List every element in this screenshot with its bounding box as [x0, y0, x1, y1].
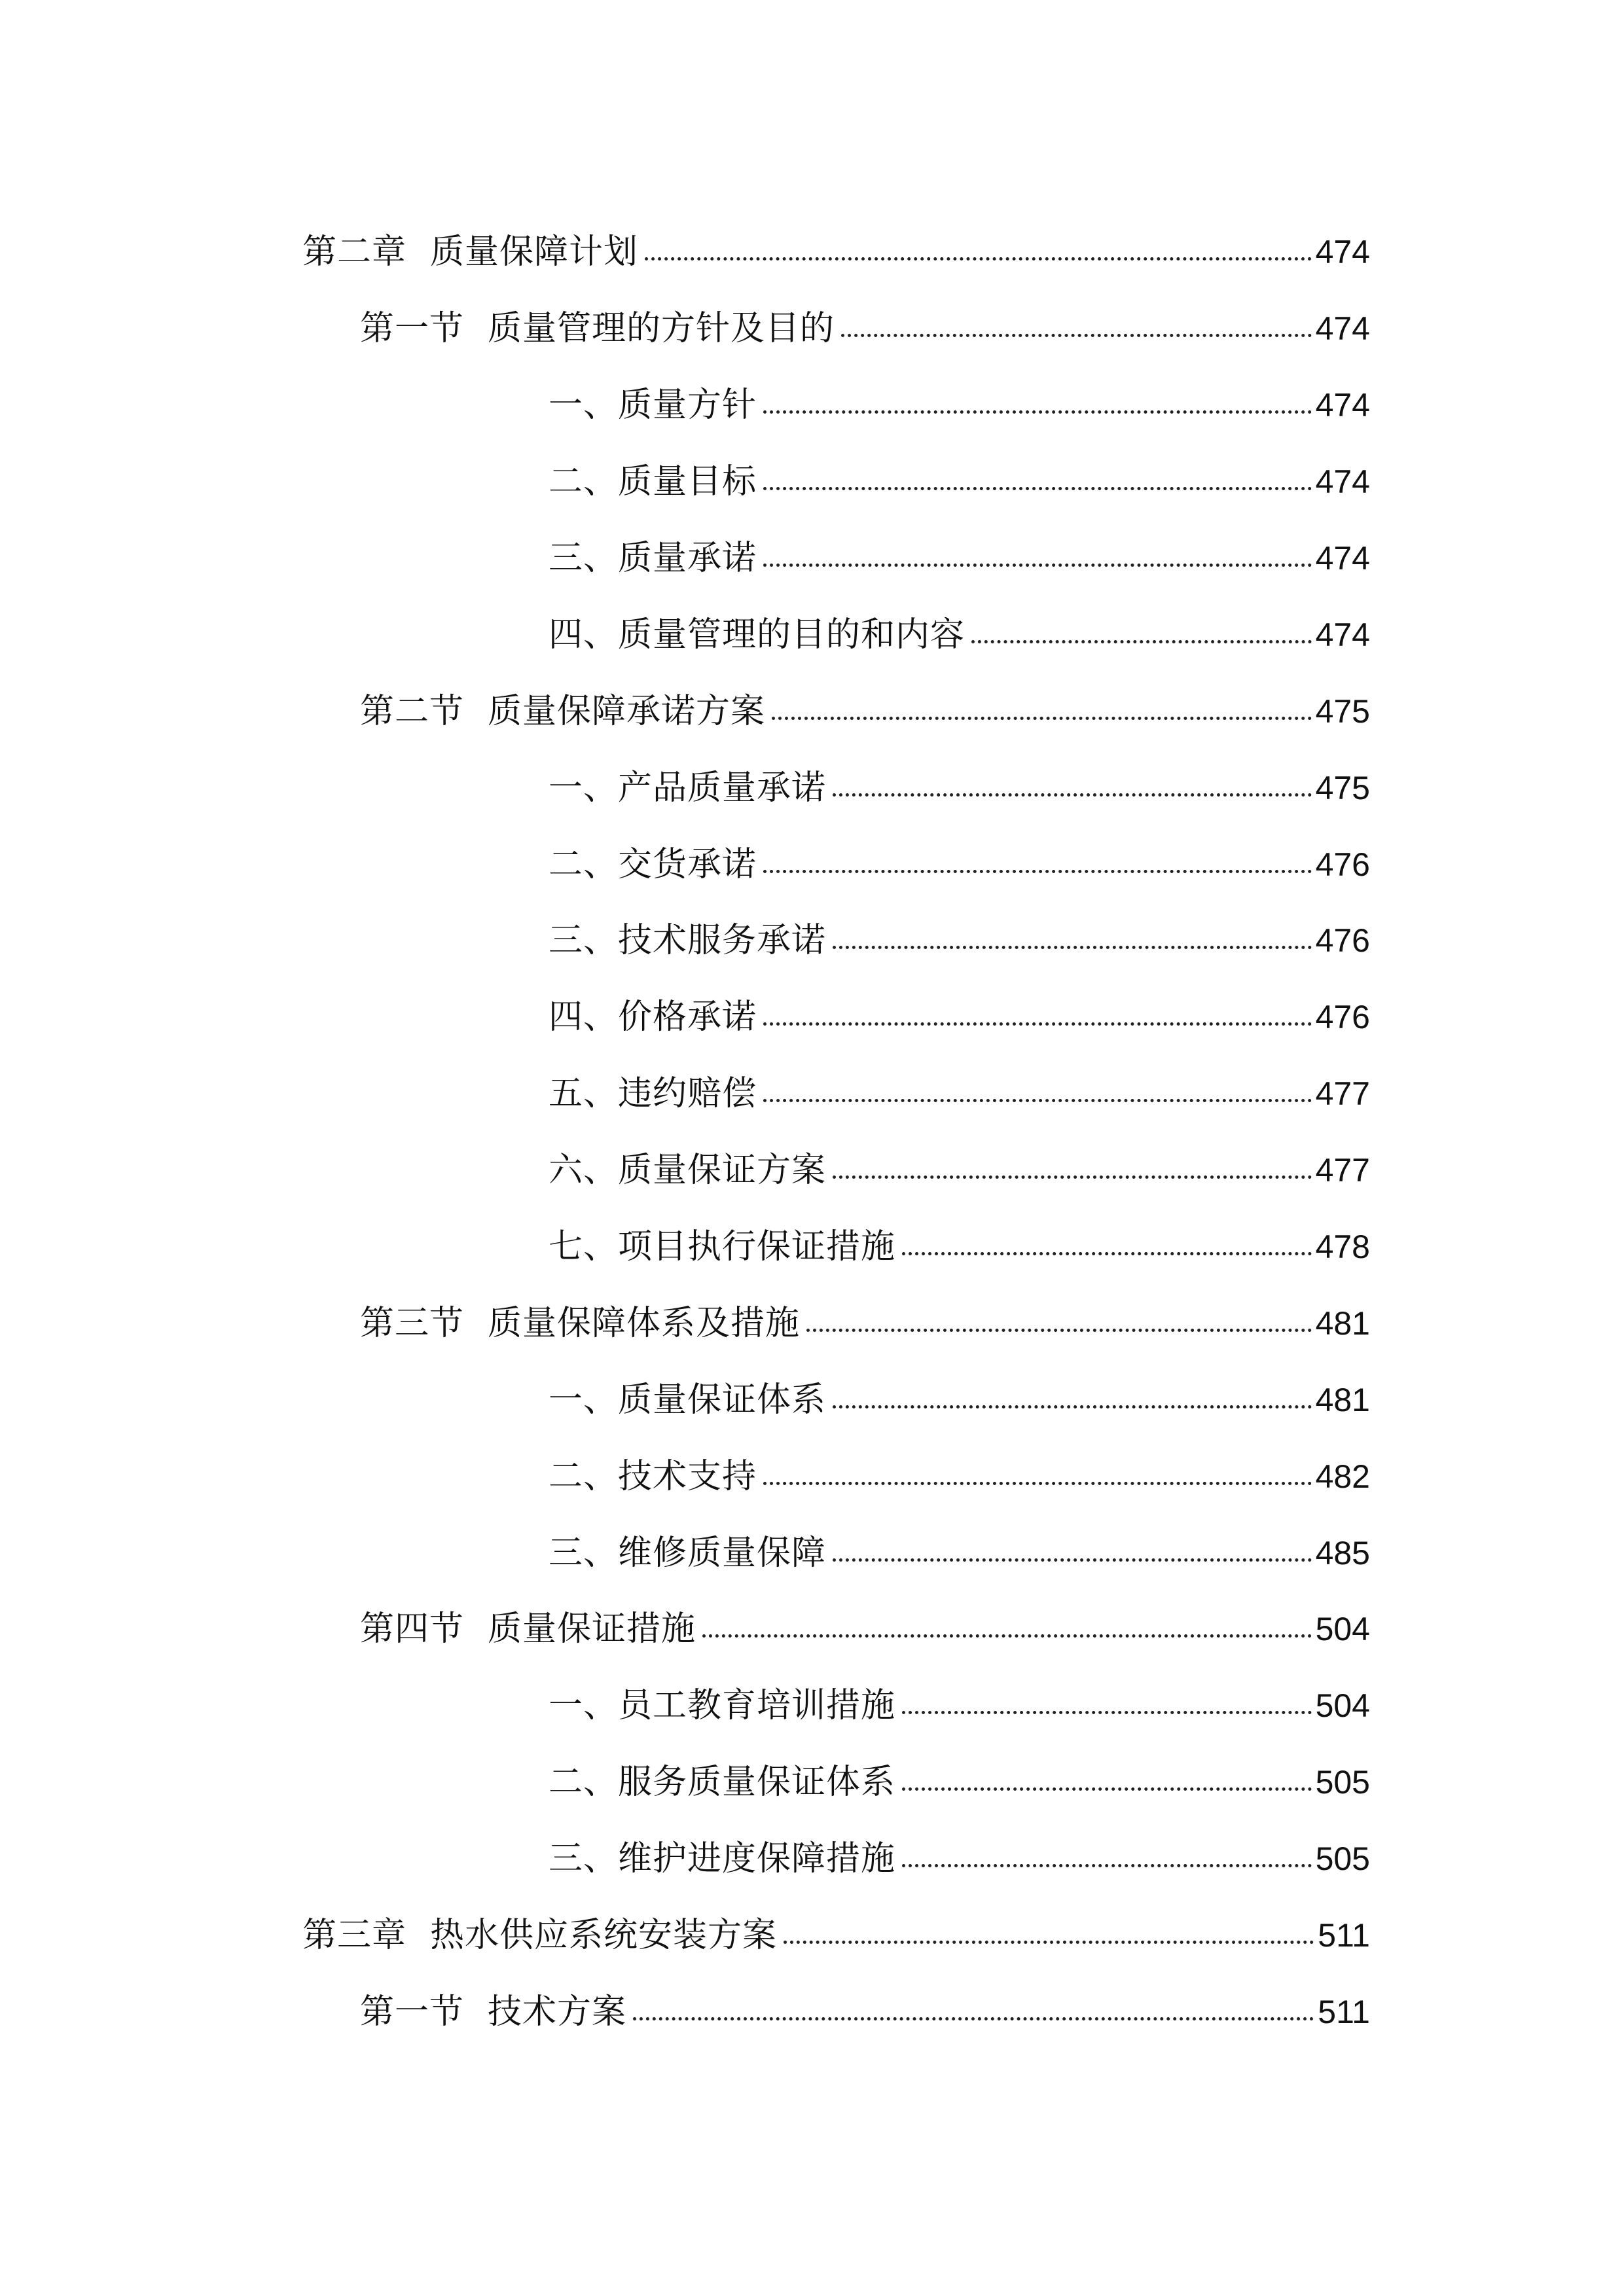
toc-entry-title [360, 1609, 696, 1649]
dot-leader [833, 1405, 1312, 1408]
toc-entry-text: 热水供应系统安装方案 [430, 1916, 778, 1956]
dot-leader [833, 1558, 1312, 1562]
toc-entry[interactable] [0, 1132, 1624, 1209]
toc-page-number: 478 [1315, 1229, 1370, 1266]
toc-entry-text: 七、项目执行保证措施 [549, 1227, 896, 1267]
toc-entry[interactable] [0, 1821, 1624, 1897]
toc-page-number: 475 [1315, 692, 1370, 730]
toc-page-number: 505 [1315, 1764, 1370, 1801]
toc-entry[interactable] [0, 1438, 1624, 1515]
toc-page-number: 477 [1315, 1152, 1370, 1189]
toc-entry[interactable] [0, 1515, 1624, 1591]
toc-entry-text: 二、服务质量保证体系 [549, 1763, 896, 1803]
toc-entry[interactable] [0, 1361, 1624, 1438]
toc-entry-text: 三、质量承诺 [549, 539, 757, 578]
toc-entry[interactable] [0, 444, 1624, 520]
toc-page-number: 474 [1315, 616, 1370, 653]
toc-page-number: 511 [1318, 1993, 1370, 2030]
toc-entry-text: 六、质量保证方案 [549, 1151, 827, 1191]
toc-entry-text: 一、员工教育培训措施 [549, 1686, 896, 1726]
dot-leader [772, 717, 1312, 720]
toc-entry-text: 一、质量方针 [549, 386, 757, 425]
toc-entry[interactable] [0, 1209, 1624, 1285]
toc-entry-title [302, 1916, 778, 1956]
toc-entry-title [302, 232, 639, 272]
toc-entry[interactable] [0, 903, 1624, 979]
dot-leader [841, 334, 1312, 337]
toc-entry[interactable] [0, 1897, 1624, 1974]
toc-entry[interactable] [0, 596, 1624, 673]
toc-page-number: 482 [1315, 1458, 1370, 1495]
toc-page-number: 504 [1315, 1687, 1370, 1725]
toc-page-number: 474 [1315, 310, 1370, 348]
toc-page-number: 504 [1315, 1611, 1370, 1648]
toc-entry[interactable] [0, 749, 1624, 826]
toc-page-number: 511 [1318, 1917, 1370, 1954]
toc-page-number: 505 [1315, 1840, 1370, 1878]
dot-leader [902, 1787, 1312, 1791]
toc-entry-text: 三、维修质量保障 [549, 1533, 827, 1573]
toc-entry[interactable] [0, 1744, 1624, 1821]
toc-page-number: 476 [1315, 846, 1370, 883]
toc-entry-text: 一、质量保证体系 [549, 1380, 827, 1420]
toc-entry-label: 第二章 [302, 232, 407, 272]
dot-leader [833, 1175, 1312, 1179]
toc-entry[interactable] [0, 979, 1624, 1056]
dot-leader [763, 1099, 1312, 1102]
toc-entry-label: 第二节 [360, 691, 465, 731]
toc-page-number: 474 [1315, 463, 1370, 501]
dot-leader [633, 2017, 1314, 2020]
toc-entry-text: 三、技术服务承诺 [549, 921, 827, 961]
toc-page-number: 476 [1315, 999, 1370, 1036]
toc-entry[interactable] [0, 1591, 1624, 1668]
toc-entry[interactable] [0, 367, 1624, 444]
dot-leader [645, 257, 1312, 260]
toc-entry-text: 技术方案 [488, 1992, 627, 2032]
dot-leader [833, 793, 1312, 797]
toc-entry-label: 第一节 [360, 1992, 465, 2032]
toc-entry[interactable] [0, 520, 1624, 597]
dot-leader [833, 946, 1312, 949]
dot-leader [902, 1864, 1312, 1867]
toc-entry[interactable] [0, 826, 1624, 903]
dot-leader [784, 1941, 1314, 1944]
dot-leader [702, 1634, 1312, 1638]
toc-entry-title [360, 691, 766, 731]
toc-entry[interactable] [0, 1285, 1624, 1361]
toc-page-number: 481 [1315, 1304, 1370, 1342]
dot-leader [763, 564, 1312, 567]
dot-leader [806, 1329, 1312, 1332]
toc-entry-text: 四、价格承诺 [549, 997, 757, 1037]
toc-entry-text: 二、质量目标 [549, 462, 757, 502]
toc-entry-text: 二、技术支持 [549, 1456, 757, 1496]
toc-entry-text: 质量保证措施 [488, 1609, 696, 1649]
toc-entry-label: 第四节 [360, 1609, 465, 1649]
toc-page-number: 476 [1315, 922, 1370, 960]
dot-leader [971, 640, 1312, 643]
dot-leader [763, 1022, 1312, 1026]
toc-entry-text: 质量保障计划 [430, 232, 639, 272]
toc-page-number: 474 [1315, 387, 1370, 424]
toc-entry[interactable] [0, 1668, 1624, 1744]
dot-leader [763, 410, 1312, 414]
toc-page-number: 481 [1315, 1381, 1370, 1418]
dot-leader [902, 1252, 1312, 1255]
dot-leader [763, 870, 1312, 873]
toc-entry-text: 二、交货承诺 [549, 844, 757, 884]
dot-leader [763, 487, 1312, 490]
toc-entry-title [360, 1303, 801, 1343]
toc-entry-text: 五、违约赔偿 [549, 1074, 757, 1114]
toc-page-number: 474 [1315, 540, 1370, 577]
table-of-contents [0, 214, 1624, 2050]
toc-entry-text: 质量管理的方针及目的 [488, 309, 835, 349]
toc-entry[interactable] [0, 1056, 1624, 1132]
toc-entry-label: 第三节 [360, 1303, 465, 1343]
toc-entry-label: 第一节 [360, 309, 465, 349]
toc-entry[interactable] [0, 291, 1624, 367]
toc-entry[interactable] [0, 1973, 1624, 2050]
toc-page-number: 475 [1315, 769, 1370, 806]
toc-entry-text: 一、产品质量承诺 [549, 768, 827, 808]
toc-entry[interactable] [0, 214, 1624, 291]
toc-page-number: 474 [1315, 234, 1370, 271]
toc-entry-title [360, 1992, 627, 2032]
toc-entry-text: 四、质量管理的目的和内容 [549, 615, 965, 655]
dot-leader [902, 1711, 1312, 1714]
toc-page-number: 477 [1315, 1075, 1370, 1113]
toc-entry[interactable] [0, 673, 1624, 749]
toc-page-number: 485 [1315, 1534, 1370, 1571]
toc-entry-text: 质量保障体系及措施 [488, 1303, 801, 1343]
toc-entry-text: 三、维护进度保障措施 [549, 1839, 896, 1879]
toc-entry-title [360, 309, 835, 349]
toc-entry-label: 第三章 [302, 1916, 407, 1956]
dot-leader [763, 1482, 1312, 1485]
toc-entry-text: 质量保障承诺方案 [488, 691, 766, 731]
